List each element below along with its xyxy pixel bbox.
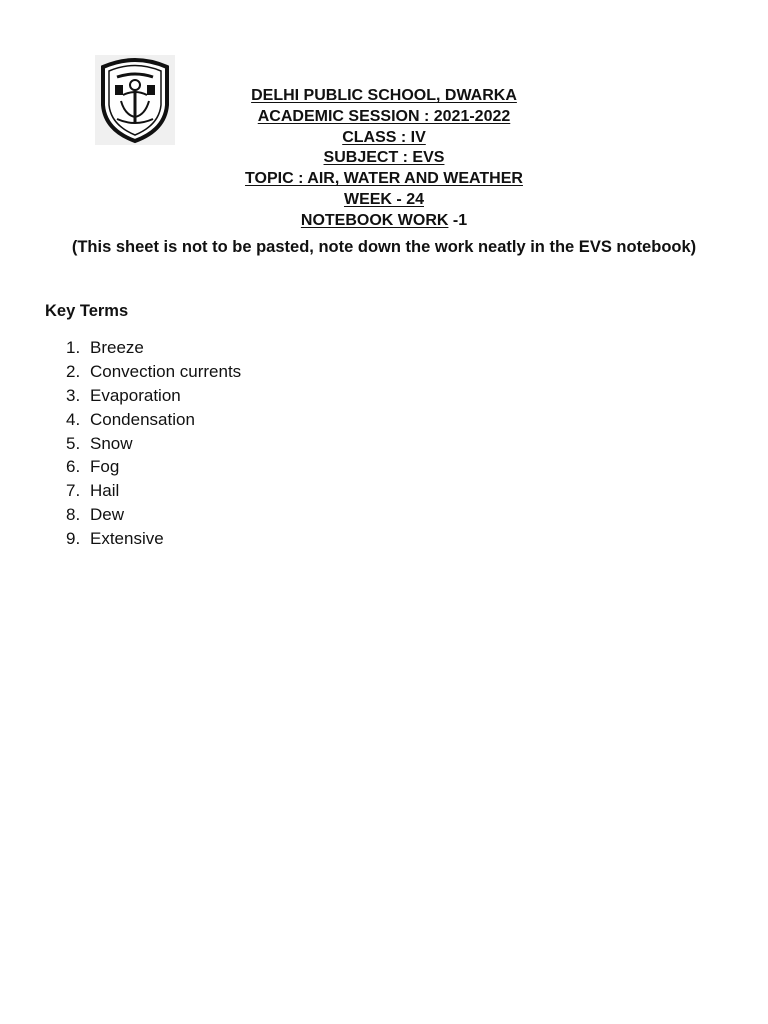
subject-label: SUBJECT : EVS xyxy=(323,149,445,167)
item-number: 3. xyxy=(66,385,81,405)
week-label: WEEK - 24 xyxy=(343,190,424,208)
item-term: Convection currents xyxy=(90,361,242,381)
instruction-note: (This sheet is not to be pasted, note down the work neatly in the EVS notebook) xyxy=(71,238,697,256)
list-item xyxy=(66,384,241,408)
list-item xyxy=(66,455,241,479)
item-number: 5. xyxy=(66,433,81,453)
item-number: 6. xyxy=(66,457,81,477)
item-term: Fog xyxy=(90,457,120,477)
item-number: 2. xyxy=(66,361,81,381)
academic-session: ACADEMIC SESSION : 2021-2022 xyxy=(257,107,511,125)
item-term: Evaporation xyxy=(90,385,181,405)
topic-label: TOPIC : AIR, WATER AND WEATHER xyxy=(245,170,523,188)
key-terms-list xyxy=(66,336,241,551)
item-number: 9. xyxy=(66,529,81,549)
item-term: Extensive xyxy=(90,529,164,549)
notebook-work-label: NOTEBOOK WORK xyxy=(300,211,449,229)
item-term: Condensation xyxy=(90,409,195,429)
item-number: 1. xyxy=(66,338,81,357)
list-item xyxy=(66,432,241,456)
item-number: 7. xyxy=(66,481,81,501)
school-name: DELHI PUBLIC SCHOOL, DWARKA xyxy=(251,87,517,104)
notebook-work-number: -1 xyxy=(448,211,468,229)
document-header xyxy=(0,86,768,232)
list-item xyxy=(66,360,241,384)
list-item xyxy=(66,336,241,360)
list-item xyxy=(66,527,241,551)
key-terms-heading: Key Terms xyxy=(45,302,129,320)
item-number: 8. xyxy=(66,505,81,525)
item-term: Dew xyxy=(90,505,125,525)
item-term: Breeze xyxy=(90,338,144,357)
list-item xyxy=(66,503,241,527)
list-item xyxy=(66,408,241,432)
list-item xyxy=(66,479,241,503)
item-term: Hail xyxy=(90,481,120,501)
item-number: 4. xyxy=(66,409,81,429)
item-term: Snow xyxy=(90,433,133,453)
class-label: CLASS : IV xyxy=(342,128,426,146)
